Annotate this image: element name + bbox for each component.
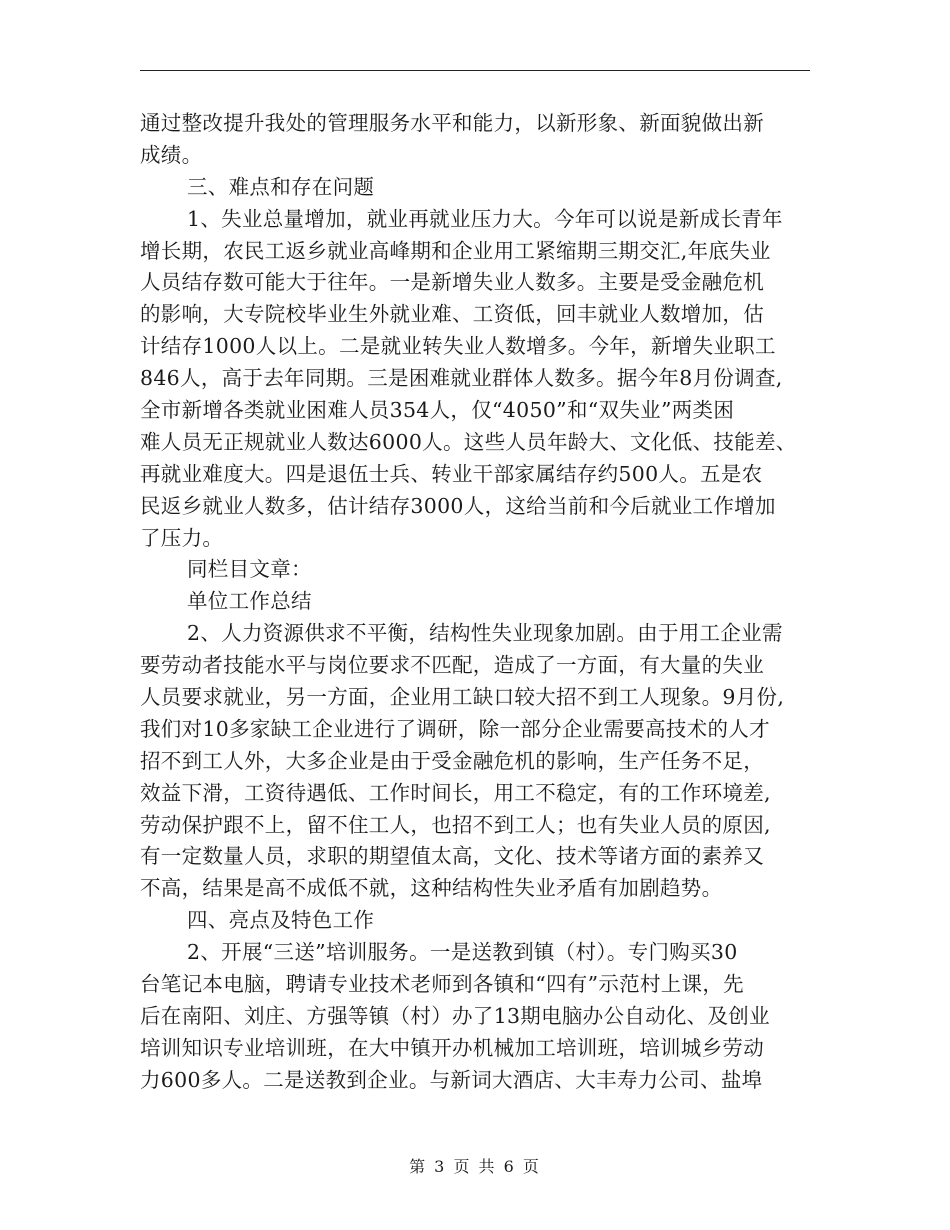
text-line: 了压力。: [140, 525, 224, 550]
text-line: 要劳动者技能水平与岗位要求不匹配，造成了一方面，有大量的失业: [140, 653, 764, 678]
text-line: 三、难点和存在问题: [187, 174, 375, 199]
text-line: 人员要求就业，另一方面，企业用工缺口较大招不到工人现象。9月份,: [140, 685, 785, 710]
text-line: 劳动保护跟不上，留不住工人，也招不到工人；也有失业人员的原因,: [140, 812, 771, 837]
text-line: 计结存1000人以上。二是就业转失业人数增多。今年，新增失业职工: [140, 334, 776, 359]
text-line: 民返乡就业人数多，估计结存3000人，这给当前和今后就业工作增加: [140, 493, 776, 518]
text-line: 全市新增各类就业困难人员354人，仅“4050”和“双失业”两类困: [140, 398, 735, 423]
text-line: 培训知识专业培训班，在大中镇开办机械加工培训班，培训城乡劳动: [140, 1035, 764, 1060]
text-line: 力600多人。二是送教到企业。与新词大酒店、大丰寿力公司、盐埠: [140, 1067, 763, 1092]
text-line: 不高，结果是高不成低不就，这种结构性失业矛盾有加剧趋势。: [140, 876, 723, 901]
header-rule: [140, 70, 810, 71]
body-text: [140, 108, 830, 1097]
page-footer: 第 3 页 共 6 页: [409, 1157, 541, 1176]
text-line: 台笔记本电脑，聘请专业技术老师到各镇和“四有”示范村上课，先: [140, 972, 744, 997]
text-line: 通过整改提升我处的管理服务水平和能力，以新形象、新面貌做出新: [140, 111, 764, 135]
text-line: 2、开展“三送”培训服务。一是送教到镇（村）。专门购买30: [187, 940, 738, 965]
text-line: 四、亮点及特色工作: [187, 908, 375, 933]
text-line: 我们对10多家缺工企业进行了调研，除一部分企业需要高技术的人才: [140, 716, 770, 741]
text-line: 同栏目文章：: [187, 557, 312, 582]
text-line: 有一定数量人员，求职的期望值太高，文化、技术等诸方面的素养又: [140, 844, 764, 869]
text-line: 的影响，大专院校毕业生外就业难、工资低，回丰就业人数增加，估: [140, 302, 764, 327]
text-line: 1、失业总量增加，就业再就业压力大。今年可以说是新成长青年: [187, 206, 783, 231]
text-line: 再就业难度大。四是退伍士兵、转业干部家属结存约500人。五是农: [140, 461, 763, 486]
text-line: 后在南阳、刘庄、方强等镇（村）办了13期电脑办公自动化、及创业: [140, 1003, 770, 1028]
text-line: 效益下滑，工资待遇低、工作时间长，用工不稳定，有的工作环境差,: [140, 780, 771, 805]
text-line: 招不到工人外，大多企业是由于受金融危机的影响，生产任务不足，: [140, 748, 764, 773]
text-line: 人员结存数可能大于往年。一是新增失业人数多。主要是受金融危机: [140, 270, 764, 295]
text-line: 成绩。: [140, 142, 203, 167]
text-line: 2、人力资源供求不平衡，结构性失业现象加剧。由于用工企业需: [187, 621, 783, 646]
text-line: 846人，高于去年同期。三是困难就业群体人数多。据今年8月份调查,: [140, 366, 783, 391]
text-line: 单位工作总结: [187, 589, 312, 614]
text-line: 增长期，农民工返乡就业高峰期和企业用工紧缩期三期交汇,年底失业: [140, 238, 771, 263]
text-line: 难人员无正规就业人数达6000人。这些人员年龄大、文化低、技能差、: [140, 429, 797, 454]
